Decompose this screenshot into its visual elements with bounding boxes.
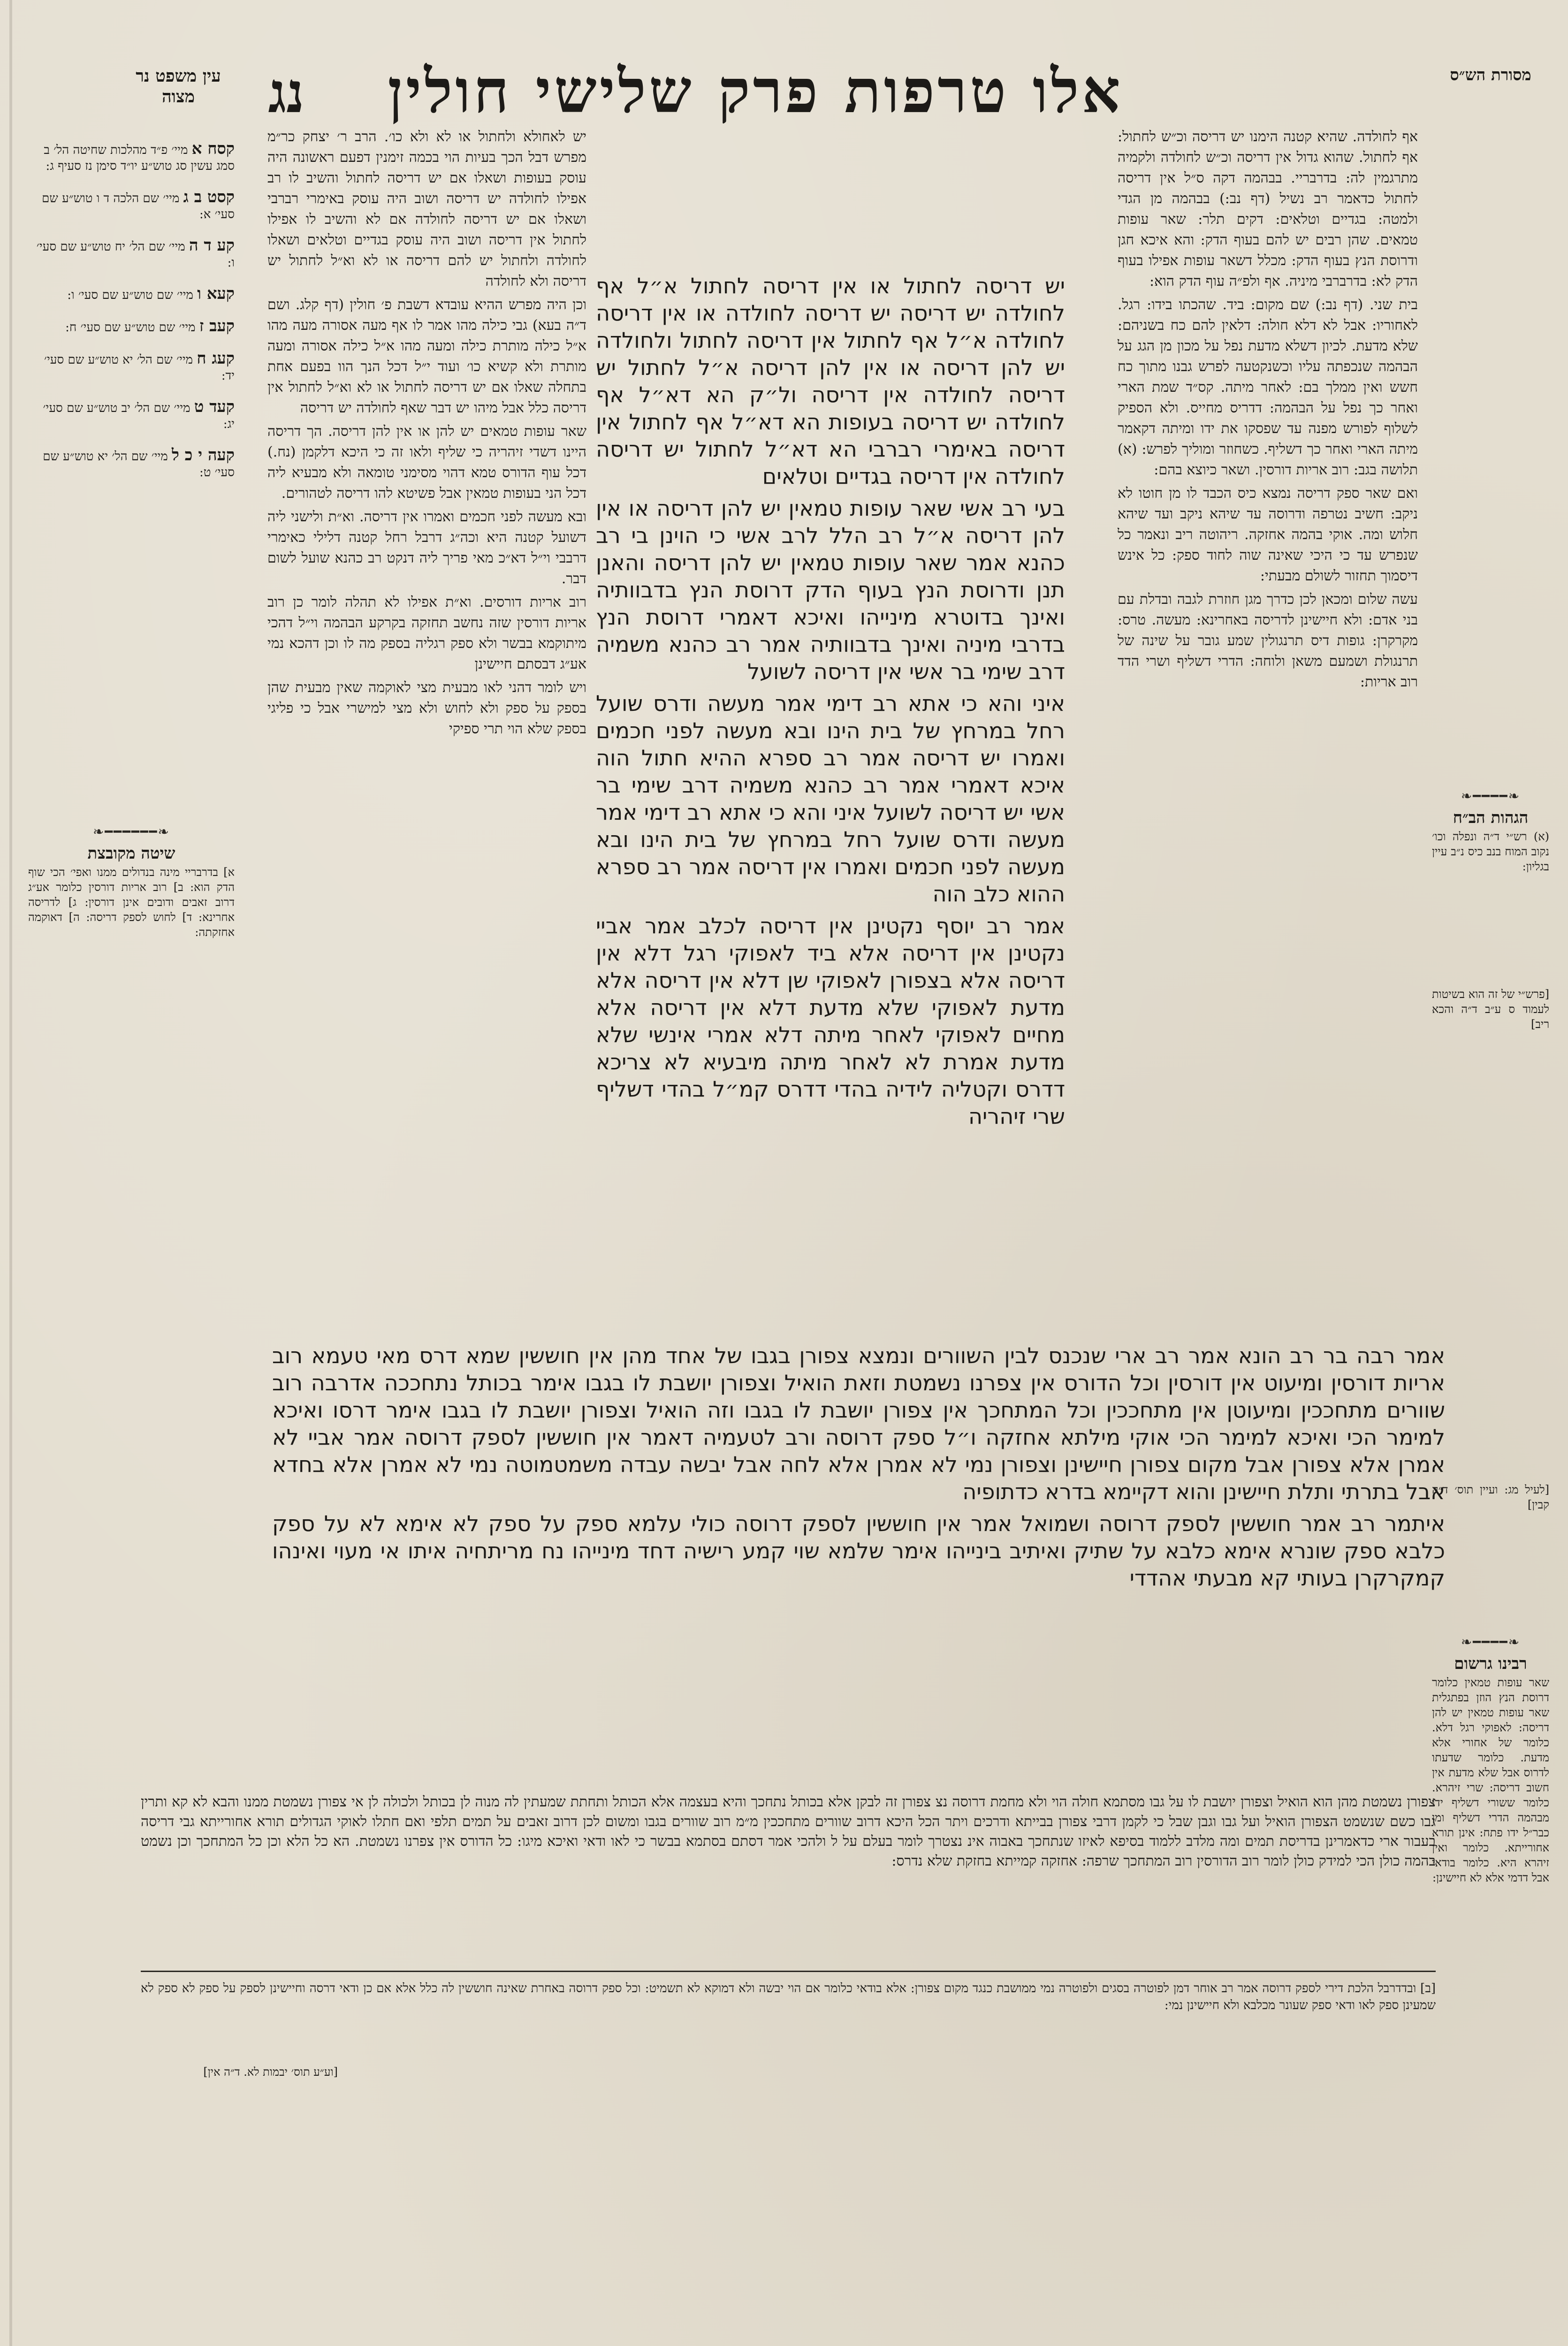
ein-mishpat-lead: קסט ב ג xyxy=(183,188,235,206)
rashi-paragraph: אף לחולדה. שהיא קטנה הימנו יש דריסה וכ״ש לחתול: אף לחתול. שהוא גדול אין דריסה וכ״ש לחולדה ולקמיה מתרגמין לה: בדרבריי. בבהמה דקה ס״ל אין דריסה לחתול כדאמר רב נשיל (דף נב:) בבהמה מן הגדי ולמטה: בגדיים וטלאים: דקים תלר: שאר עופות טמאים. שהן רבים יש להם בעוף הדק: והא איכא חגן ודרוסת הנץ בעוף הדק: מכלל דשאר עופות אפילו בעוף הדק לא: בדרברבי מיניה. אף ולפ״ה עוף הדק הוא: xyxy=(1118,129,1418,289)
gemara-paragraph: איתמר רב אמר חוששין לספק דרוסה ושמואל אמר אין חוששין לספק דרוסה כולי עלמא ספק על ספק לא אימא לא על ספק כלבא ספק שונרא אימא כלבא על שתיק ואיתיב בינייהו אימר שלמא שוי קמע רישיה דחד מינייהו נח מריתחיה איתו אי מעוי ואינהו קמקרקרן בעותי קא מבעתי אהדדי xyxy=(272,1511,1445,1591)
ein-mishpat-entry xyxy=(28,399,235,432)
shita-mekubetzet-text: א] בדרבריי מינה בנדולים ממנו ואפי׳ הכי שוף הדק הוא: ב] רוב אריות דורסין כלומר אע״ג דרוב זאבים ודובים אינן דורסין: ג] לדריסה אחרינא: ד] לחוש לספק דריסה: ה] דאוקמה אחזקתה: xyxy=(28,866,235,939)
rashi-paragraph: בית שני. (דף נב:) שם מקום: ביד. שהכתו בידו: רגל. לאחוריו: אבל לא דלא חולה: דלאין להם כח בשניהם: שלא מדעת. לכיון דשלא מדעת נפל על מכון מן הגג על הבהמה שנכפתה עליו וכשנקטעה לפרש גבנו מתוך כח חשש ואין ממלך בם: לאחר מיתה. קס״ד שמת הארי ואחר כך נפל על הבהמה: דדריס מחייס. ולא הספיק לשלוף לפורש מפנה עד שפסקו את ידו ומיתה דקאמר מיתה הארי ואחר כך דשליף. כשחוזר ומוליך לפרש: (א) תלושה בגב: רוב אריות דורסין. ושאר כיוצא בהם: xyxy=(1118,297,1418,478)
margin-note: [לעיל מג: ועיין תוס׳ ד״ה קבין] xyxy=(1432,1483,1549,1511)
ein-mishpat-text: מיי׳ שם טוש״ע שם סעי׳ ח: xyxy=(65,320,196,335)
ein-mishpat-text: מיי׳ שם הל׳ יא טוש״ע שם סעי׳ יד: xyxy=(44,353,235,383)
tosafot-paragraph: שאר עופות טמאים יש להן או אין להן דריסה. הך דריסה היינו דשדי זיהריה כי שליף ולאו זה כי היכא דלקמן (נח.) דכל עוף הדורס טמא דהוי מסימני טומאה ולא מבעיא ליה דכל הני בעופות טמאין אבל פשיטא להו דריסה לטהורים. xyxy=(267,423,586,502)
rashi-paragraph: ואם שאר ספק דריסה נמצא כיס הכבד לו מן חוטו לא ניקב: חשיב נטרפה ודרוסה עד שיהא ניקב ועד שיהא חלוש ומה. אוקי בהמה אחזקה. ריהוטה ריב ונאמר כל שנפרש עד כי היכי שאינה שוה לחוד ספק: כל אינש דיסמוך תחזור לשולם מבעתי: xyxy=(1118,485,1418,584)
tosafot-paragraph: ויש לומר דהני לאו מבעית מצי לאוקמה שאין מבעית שהן בספק על ספק ולא לחוש ולא מצי למישרי אבל כי פליגי בספק שלא הוי תרי ספיקי xyxy=(267,679,586,737)
ein-mishpat-entry xyxy=(28,447,235,480)
ein-mishpat-text: מיי׳ שם הל׳ יח טוש״ע שם סעי׳ ו: xyxy=(36,240,235,270)
gemara-paragraph: יש דריסה לחתול או אין דריסה לחתול א״ל אף לחולדה יש דריסה יש דריסה לחולדה או אין דריסה לחולדה א״ל אף לחתול אין דריסה לחתול ולחולדה יש להן דריסה או אין להן דריסה א״ל לחתול יש דריסה לחולדה אין דריסה ול״ק הא דא״ל אף לחולדה יש דריסה בעופות הא דא״ל אף לחתול אין דריסה באימרי רברבי הא דא״ל לחתול יש דריסה לחולדה אין דריסה בגדיים וטלאים xyxy=(596,273,1065,489)
ein-mishpat-entry xyxy=(28,318,235,335)
page-edge xyxy=(9,0,12,2346)
ornament-divider: ❧━━━━❧ xyxy=(1461,788,1521,804)
rashi-paragraph: עשה שלום ומכאן לכן כדרך מגן חוזרת לגבה ובדלת עם בני אדם: ולא חיישינן לדריסה באחרינא: מעשה. טרס: מקרקרן: גופות דיס תרנגולין שמע גובר על שינה של תרנגולת ושמעם משאן ולוחה: הדרי דשליף ושרי הדד רוב אריות: xyxy=(1118,591,1418,690)
ornament-divider: ❧━━━━❧ xyxy=(1461,1634,1521,1650)
shita-mekubetzet-heading: שיטה מקובצת xyxy=(87,844,175,863)
page-number: נג xyxy=(268,60,304,125)
tosafot-paragraph: וכן היה מפרש ההיא עובדא דשבת פ׳ חולין (דף קלג. ושם ד״ה בעא) גבי כילה מהו אמר לו אף מעה אסורה מעה מהו א״ל כילה מותרת כילה ומעה מהו א״ל כילה אסורה ומעה מותרת ולא קשיא כו׳ ועוד י״ל דכל הנך הוו בפעם אחת בתחלה שאלו אם יש דריסה לחתול או לא וא״ל לחתול אין דריסה כלל אבל מיהו יש דבר שאף לחולדה יש דריסה xyxy=(267,297,586,416)
ein-mishpat-entry xyxy=(28,350,235,384)
ein-mishpat-label: עין משפט נר מצוה xyxy=(136,66,221,107)
bottom-footnote: [ב] ובדדרבל הלכת דירי לספק דרוסה אמר רב אוחר דמן לפוטרה בסגים ולפוטרה נמי ממושבת כנגד מקום צפורן: אלא בודאי כלומר אם הוי יבשה ולא דמוקא לא תשמיט: וכל ספק דרוסה באחרת שאינה חוששין לה כלל אלא אם כן ודאי דרסה וחיישינן לספק על ספק לא ספק לא שמעינן ספק לאו ודאי ספק שעונר מכלבא ולא חיישינן נמי: xyxy=(141,1981,1436,2012)
ein-mishpat-lead: קעד ט xyxy=(194,397,235,416)
gemara-paragraph: אמר רב יוסף נקטינן אין דריסה לכלב אמר אביי נקטינן אין דריסה אלא ביד לאפוקי רגל דלא אין דריסה אלא בצפורן לאפוקי שן דלא אין דריסה אלא מדעת לאפוקי שלא מדעת דלא אין דריסה אלא מחיים לאפוקי לאחר מיתה דלא אמרי אינשי שלא מדעת אמרת לא לאחר מיתה מיבעיא לא צריכא דדרס וקטליה לידיה בהדי דדרס קמ״ל בהדי דשליף שרי זיהריה xyxy=(596,913,1065,1129)
tosafot-paragraph: ובא מעשה לפני חכמים ואמרו אין דריסה. וא״ת ולישני ליה דשועל קטנה היא וכה״ג דרבל רחל קטנה דלילי כאימרי דרבבי וי״ל דא״כ מאי פריך ליה דנקט רב כהנא שועל לשום דבר. xyxy=(267,509,586,587)
rabbeinu-gershom-heading: רבינו גרשום xyxy=(1454,1654,1527,1673)
page-title: אלו טרפות פרק שלישי חולין xyxy=(388,56,1123,127)
ein-mishpat-lead: קעב ז xyxy=(199,317,235,335)
right-margin xyxy=(1432,103,1549,1885)
ein-mishpat-text: מיי׳ שם הל׳ יא טוש״ע שם סעי׳ ט: xyxy=(43,449,235,480)
rabbeinu-gershom-text: שאר עופות טמאין כלומר דרוסת הנץ הוזן בפתגלית שאר עופות טמאין יש להן דריסה: לאפוקי רגל דלא. כלומר של אחורי אלא מדעת. כלומר שדעתו לדרוס אבל שלא מדעת אין חשוב דריסה: שרי זיהרא. כלומר ששורי דשליף ידו מבהמה הדרי דשליף ומן כבר״ל ידו פתח: אינן תורא אחורייתא. כלומר ואין זיהרא היא. כלומר בודאי אבל דדמי אלא לא חיישינן: xyxy=(1432,1676,1549,1884)
divider-rule xyxy=(141,1971,1436,1972)
ein-mishpat-text: מיי׳ שם הלכה ד ו טוש״ע שם סעי׳ א: xyxy=(42,191,235,221)
ein-mishpat-entry xyxy=(28,237,235,271)
ein-mishpat-lead: קסח א xyxy=(191,139,235,158)
ein-mishpat-lead: קעג ח xyxy=(197,349,235,368)
ornament-divider: ❧━━━━━━❧ xyxy=(92,824,170,839)
gemara-paragraph: בעי רב אשי שאר עופות טמאין יש להן דריסה או אין להן דריסה א״ל רב הלל לרב אשי כי הוינן בי רב כהנא אמר שאר עופות טמאין יש להן דריסה והאנן תנן ודרוסת הנץ בעוף הדק דרוסת הנץ בדבוותיה ואינך בדוטרא מינייהו ואיכא דאמרי דרוסת הנץ בדרבי מיניה ואינך בדבוותיה אמר רב כהנא משמיה דרב שימי בר אשי אין דריסה לשועל xyxy=(596,495,1065,684)
left-margin xyxy=(28,103,235,940)
ein-mishpat-text: מיי׳ פ״ד מהלכות שחיטה הל׳ ב סמג עשין סג טוש״ע יו״ד סימן נז סעיף ג: xyxy=(44,143,235,173)
tosafot-continuation: צפורן נשמטת מהן הוא הואיל וצפורן יושבת לו על גבו מסתמא חולה הוי ולא מחמת דרוסה נצ צפורן זה לבקן אלא בכותל נתחכך והיא בעצמה אלא הכותל ותחתת שמעתין לה מנוה לן בכותל ולכולה לן אי צפורן נשמטת ממנו והבא לא קא ותרין גבו כשם שנשמט הצפורן הואיל ועל גבו וגבן שבל כי לקמן דרבי צפורן בבייתא ודרכים ויתר הכל היכא דרוב שוורים מתחככין מ״מ רוב שוורים בגבו ומשום לכן דרוב זאבים על תמים תלפי ואם חתלו לאוקי הגדולים תורא אחורייתא גבי דריסה בעבור ארי כדאמרינן בדריסת תמים ומה מלדב ללמוד בסיפא לאיזו שנתחכך באבוה אינ נצטרך לומר בעלם על ל ולהכי אמר דסתם בסתמא בבשר כי לאו ודאי ואיכא מיגו: כל הדורס אין צפרנו נשמטת. הא כל הלא וכן כל המתחכך וכן נשמט בהמה כולן הכי למידק כולן לומר רוב הדורסין רוב המתחכך שרפה: אחזקה קמייתא בחזקת שלא נדרס: xyxy=(141,1794,1436,1869)
tosafot-commentary xyxy=(267,127,586,1328)
ein-mishpat-entry xyxy=(28,286,235,303)
masoret-hashas-label: מסורת הש״ס xyxy=(1450,66,1531,84)
ein-mishpat-text: מיי׳ שם הל׳ יב טוש״ע שם סעי׳ יג: xyxy=(43,401,235,431)
gemara-text xyxy=(596,272,1065,1328)
ein-mishpat-entry xyxy=(28,189,235,222)
margin-note: [פרש״י של זה הוא בשיטות לעמוד ס ע״ב ד״ה והכא ריב] xyxy=(1432,988,1549,1031)
ein-mishpat-entry xyxy=(28,141,235,174)
ein-mishpat-text: מיי׳ שם טוש״ע שם סעי׳ ו: xyxy=(67,288,193,302)
hagahot-habach-heading: הגהות הב״ח xyxy=(1453,808,1529,827)
hagahot-habach-text: (א) רש״י ד״ה ונפלה וכו׳ נקוב המוח בנב כיס נ״ב עיין בגליון: xyxy=(1432,830,1549,873)
gemara-paragraph: אמר רבה בר רב הונא אמר רב ארי שנכנס לבין השוורים ונמצא צפורן בגבו של אחד מהן אין חוששין שמא דרס מאי טעמא רוב אריות דורסין ומיעוט אין דורסין וכל הדורס אין צפרנו נשמטת וזאת הואיל וצפורן יושבת לו בגבו אימר בכותל נתחככה אדרבה רוב שוורים מתחככין ומיעוטן אין מתחככין וכל המתחכך אין צפורן יושבת לו בגבו וזה הואיל וצפורן יושבת לו בגבו אימר דרסו ואיכא למימר הכי ואיכא למימר הכי אוקי מילתא אחזקה ו״ל ספק דרוסה ורב לטעמיה דאמר אין חוששין לספק דרוסה אמר אביי לא אמרן אלא צפורן אבל מקום צפורן חיישינן וצפורן נמי לא אמרן אלא לחה אבל יבשה עבדה משמטמוטה נמי לא אמרן אלא בחדא אבל בתרתי ותלת חיישינן והוא דקיימא בדרא כדתופיה xyxy=(272,1343,1445,1504)
gemara-text-wide xyxy=(272,1342,1445,1778)
ein-mishpat-lead: קע ד ה xyxy=(189,236,235,255)
tosafot-paragraph: יש לאחולא ולחתול או לא ולא כו׳. הרב ר׳ יצחק כר״מ מפרש דבל הכך בעיות הוי בכמה זימנין דפעם ראשונה היה עוסק בעופות ושאלו אם יש דריסה לחתול והשיב לו רב אפילו לחולדה יש דריסה ושוב היה עוסק באימרי רברבי ושאלו אם יש דריסה לחולדה אם לא והשיב לו אפילו לחתול אין דריסה ושוב היה עוסק בגדיים וטלאים ושאלו לחולדה ולחתול יש להם דריסה או לא וא״ל לחתול יש דריסה ולא לחולדה xyxy=(267,129,586,289)
tosafot-paragraph: רוב אריות דורסים. וא״ת אפילו לא תהלה לומר כן רוב אריות דורסין שזה נחשב תחזקה בקרקע הבהמה וי״ל דהכי מיתוקמא בבשר ולא ספק רגליה בספק מה לו וכן דהכא נמי אע״ג דבסתם חיישינן xyxy=(267,594,586,672)
margin-note: [וע״ע תוס׳ יבמות לא. ד״ה אין] xyxy=(203,2065,338,2079)
ein-mishpat-lead: קעה י כ ל xyxy=(172,446,235,465)
gemara-paragraph: איני והא כי אתא רב דימי אמר מעשה ודרס שועל רחל במרחץ של בית הינו ובא מעשה לפני חכמים ואמרו יש דריסה אמר רב ספרא ההיא חתול הוה איכא דאמרי אמר רב כהנא משמיה דרב שימי בר אשי יש דריסה לשועל איני והא כי אתא רב דימי אמר מעשה ודרס שועל רחל במרחץ של בית הינו ובא מעשה לפני חכמים ואמרו אין דריסה אמר רב ספרא ההוא כלב הוה xyxy=(596,691,1065,906)
ein-mishpat-lead: קעא ו xyxy=(197,284,235,303)
rashi-commentary xyxy=(1118,127,1418,1328)
